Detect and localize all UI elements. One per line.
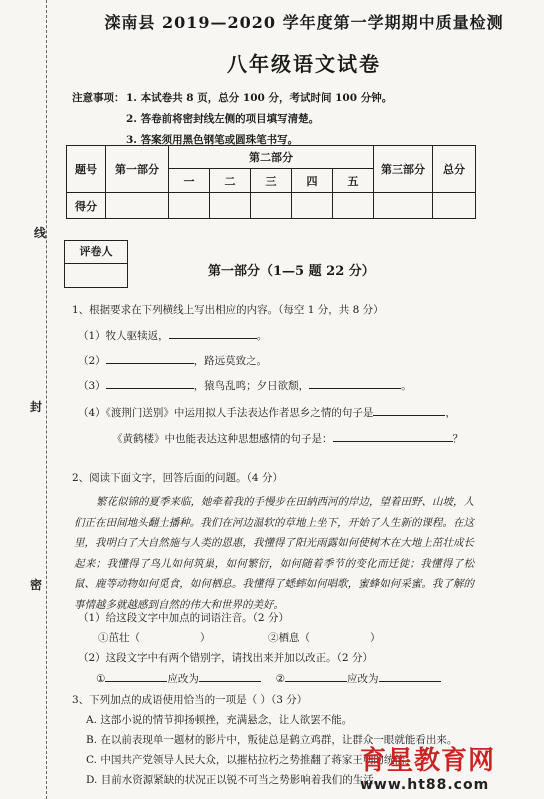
margin-char-xian: 线	[34, 226, 47, 240]
grader-box	[64, 240, 128, 288]
answer-blank[interactable]	[379, 670, 441, 682]
answer-blank[interactable]	[106, 352, 194, 364]
q2-sub2: （2）这段文字中有两个错别字，请找出来并加以改正。（2 分）	[78, 652, 373, 664]
answer-blank[interactable]	[373, 404, 445, 416]
q1-line5	[112, 430, 463, 446]
answer-blank[interactable]	[309, 377, 401, 389]
q3-option-b: B. 在以前表现单一题材的影片中，叛徒总是鹤立鸡群，让群众一眼就能看出来。	[86, 734, 458, 746]
note-item: 1. 本试卷共 8 页，总分 100 分，考试时间 100 分钟。	[126, 92, 393, 104]
q1-text: 。	[401, 380, 412, 392]
score-sub-col: 三	[251, 169, 292, 193]
site-watermark	[360, 740, 540, 796]
q2-text: ②	[275, 673, 286, 685]
grader-label: 评卷人	[65, 241, 127, 264]
score-cell[interactable]	[433, 193, 476, 219]
q2-text: ①	[96, 673, 106, 685]
watermark-cn: 育星教育网	[360, 746, 496, 776]
answer-blank[interactable]	[105, 670, 167, 682]
score-col-num: 题号	[67, 146, 106, 193]
q2-stem: 2、阅读下面文字，回答后面的问题。（4 分）	[72, 472, 283, 484]
margin-char-feng: 封	[30, 400, 43, 414]
score-col-part3: 第三部分	[374, 146, 433, 193]
score-cell[interactable]	[169, 193, 210, 219]
score-row-label: 得分	[67, 193, 106, 219]
score-col-total: 总分	[433, 146, 476, 193]
q1-text: 。	[256, 330, 268, 342]
score-col-part2: 第二部分	[169, 146, 374, 169]
score-sub-col: 五	[333, 169, 374, 193]
note-item: 3. 答案须用黑色钢笔或圆珠笔书写。	[126, 134, 299, 146]
q2-text: ②栖息（	[268, 632, 310, 644]
margin-char-mi: 密	[30, 578, 43, 592]
note-item: 2. 答卷前将密封线左侧的项目填写清楚。	[126, 113, 320, 125]
q1-text: ，路远莫致之。	[193, 355, 268, 367]
score-sub-col: 一	[169, 169, 210, 193]
q1-line2	[78, 352, 267, 368]
answer-blank[interactable]	[285, 670, 347, 682]
answer-blank[interactable]	[106, 377, 194, 389]
q1-text: ，	[445, 407, 456, 419]
q3-option-a: A. 这部小说的情节抑扬顿挫，充满悬念，让人欲罢不能。	[86, 714, 353, 726]
q1-text: 《黄鹤楼》中也能表达这种思想感情的句子是：	[112, 433, 333, 445]
q1-text: （1）牧人驱犊返，	[78, 330, 169, 342]
q1-line1	[78, 327, 267, 343]
q1-text: （4）《渡荆门送别》中运用拟人手法表达作者思乡之情的句子是	[78, 407, 374, 419]
q3-option-d: D. 目前水资源紧缺的状况正以锐不可当之势影响着我们的生活。	[86, 774, 385, 786]
notes-block	[72, 88, 392, 151]
q2-sub2-line	[96, 670, 441, 686]
q2-text: ）	[370, 632, 381, 644]
exam-subtitle: 八年级语文试卷	[227, 52, 381, 76]
score-cell[interactable]	[292, 193, 333, 219]
q2-text: 应改为	[347, 673, 379, 685]
exam-title: 滦南县 2019—2020 学年度第一学期期中质量检测	[104, 13, 504, 32]
part1-heading: 第一部分（1—5 题 22 分）	[208, 264, 375, 279]
q3-option-c: C. 中国共产党领导人民大众，以摧枯拉朽之势推翻了蒋家王朝的统治。	[86, 754, 416, 766]
q1-text: ？	[452, 433, 463, 445]
answer-blank[interactable]	[333, 430, 453, 442]
q2-text: ①茁壮（	[98, 632, 140, 644]
score-cell[interactable]	[333, 193, 374, 219]
q2-text: 应改为	[167, 673, 199, 685]
score-cell[interactable]	[106, 193, 169, 219]
q2-passage: 繁花似锦的夏季来临，她牵着我的手慢步在田納西河的岸边，望着田野、山坡，人们正在田间地头翻土播种。我们在河边温软的草地上坐下，开始了人生新的课程。在这里，我明白了大自然施与人类的恩惠，我懂得了阳光雨露如何使树木在大地上茁壮成长起来；我懂得了鸟儿如何筑巢，如何繁衍，如何随着季节的变化而迁徙；我懂得了松鼠、鹿等动物如何觅食，如何栖息。我懂得了蟋蟀如何唱歌，蜜蜂如何采蜜。我了解的事情越多就越感到自然的伟大和世界的美好。	[74, 496, 474, 611]
score-table	[66, 145, 476, 219]
q1-line3	[78, 377, 412, 393]
q1-text: ，猿鸟乱鸣；夕日欲颓，	[193, 380, 310, 392]
score-cell[interactable]	[210, 193, 251, 219]
score-col-part1: 第一部分	[106, 146, 169, 193]
q1-text: （3）	[78, 380, 106, 392]
binding-line	[46, 0, 47, 799]
answer-blank[interactable]	[199, 670, 261, 682]
notes-label: 注意事项：	[72, 92, 125, 104]
score-cell[interactable]	[374, 193, 433, 219]
score-sub-col: 四	[292, 169, 333, 193]
q1-line4	[78, 404, 456, 420]
q2-sub1-b	[268, 630, 381, 645]
q2-sub1-a	[98, 630, 211, 645]
q1-text: （2）	[78, 355, 106, 367]
watermark-url: www.ht88.com	[360, 777, 490, 793]
score-cell[interactable]	[251, 193, 292, 219]
q2-text: ）	[200, 632, 211, 644]
q1-stem: 1、根据要求在下列横线上写出相应的内容。（每空 1 分，共 8 分）	[72, 304, 384, 316]
answer-blank[interactable]	[169, 327, 257, 339]
q2-sub1: （1）给这段文字中加点的词语注音。（2 分）	[78, 612, 289, 624]
q3-stem: 3、下列加点的成语使用恰当的一项是（ ）（3 分）	[72, 694, 308, 706]
score-sub-col: 二	[210, 169, 251, 193]
